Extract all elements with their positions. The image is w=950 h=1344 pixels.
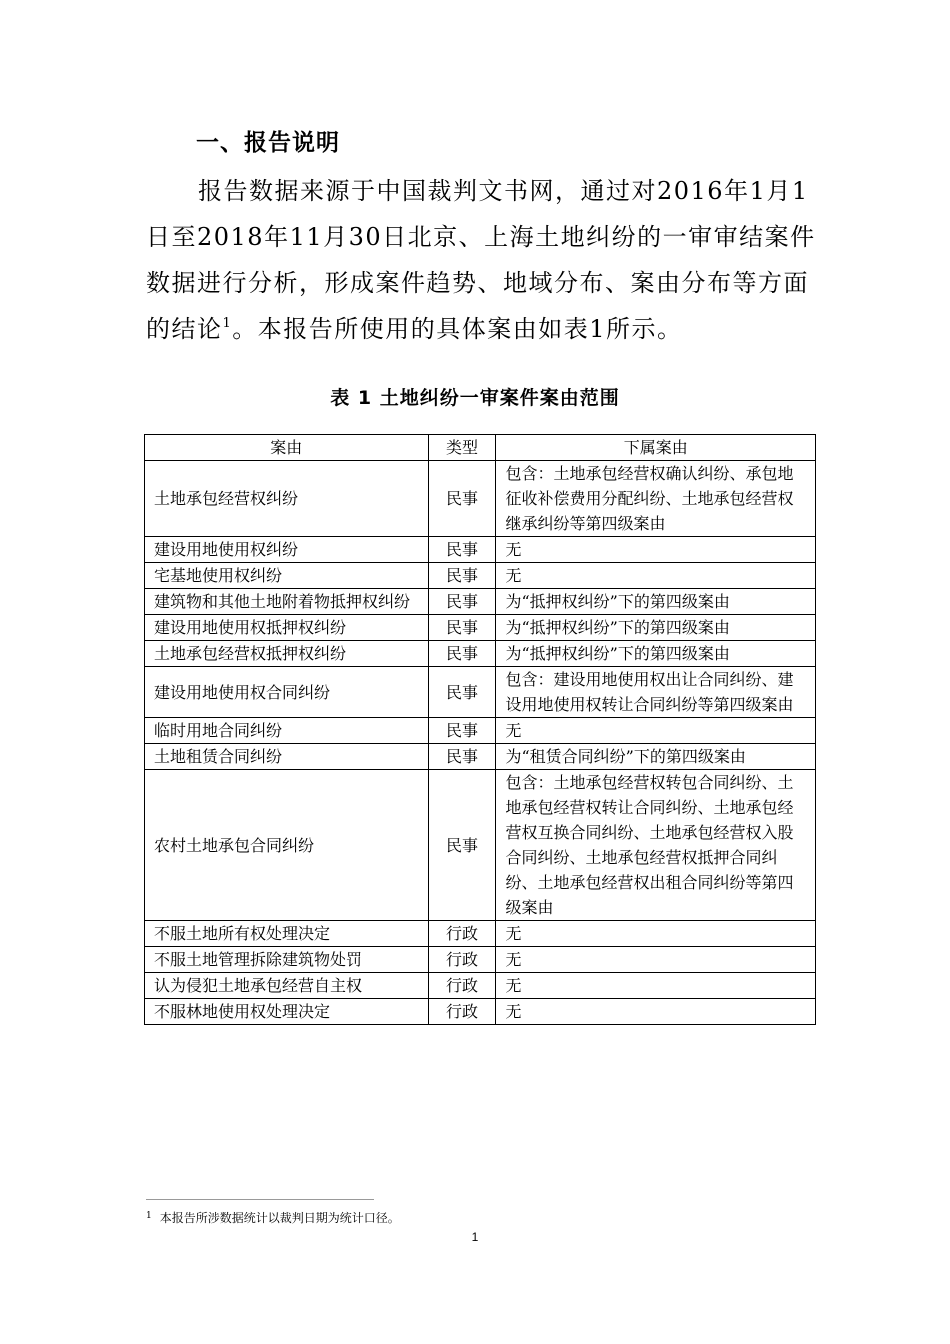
sub-cause-cell: 为“抵押权纠纷”下的第四级案由 — [496, 615, 816, 641]
type-cell: 民事 — [428, 615, 496, 641]
table-row — [145, 770, 816, 921]
cause-cell: 建设用地使用权纠纷 — [145, 537, 429, 563]
type-cell: 民事 — [428, 744, 496, 770]
type-cell: 民事 — [428, 537, 496, 563]
table-title: 表 1 土地纠纷一审案件案由范围 — [330, 387, 620, 409]
type-cell: 民事 — [428, 641, 496, 667]
sub-cause-cell: 无 — [496, 947, 816, 973]
type-cell: 行政 — [428, 999, 496, 1025]
report-paragraph — [146, 168, 816, 352]
type-cell: 民事 — [428, 563, 496, 589]
sub-cause-cell: 包含：土地承包经营权转包合同纠纷、土地承包经营权转让合同纠纷、土地承包经营权互换合同纠纷、土地承包经营权入股合同纠纷、土地承包经营权抵押合同纠纷、土地承包经营权出租合同纠纷等第四级案由 — [496, 770, 816, 921]
footnote-text: 本报告所涉数据统计以裁判日期为统计口径。 — [159, 1211, 400, 1225]
table-row — [145, 973, 816, 999]
header-type: 类型 — [428, 435, 496, 461]
header-sub-cause: 下属案由 — [496, 435, 816, 461]
table-row — [145, 589, 816, 615]
paragraph-text: 报告数据来源于中国裁判文书网，通过对2016年1月1日至2018年11月30日北京、上海土地纠纷的一审审结案件数据进行分析，形成案件趋势、地域分布、案由分布等方面的结论 — [146, 177, 816, 343]
table-row — [145, 718, 816, 744]
footnote-reference[interactable]: 1 — [222, 316, 233, 331]
table-header-row — [145, 435, 816, 461]
table-row — [145, 563, 816, 589]
type-cell: 民事 — [428, 718, 496, 744]
table-row — [145, 744, 816, 770]
table-row — [145, 667, 816, 718]
footnote-divider — [146, 1199, 374, 1200]
table-row — [145, 615, 816, 641]
cause-cell: 不服林地使用权处理决定 — [145, 999, 429, 1025]
type-cell: 行政 — [428, 973, 496, 999]
paragraph-text-tail: 。本报告所使用的具体案由如表1所示。 — [232, 315, 683, 343]
type-cell: 民事 — [428, 589, 496, 615]
footnote — [146, 1209, 400, 1226]
cause-cell: 认为侵犯土地承包经营自主权 — [145, 973, 429, 999]
table-row — [145, 921, 816, 947]
table-row — [145, 947, 816, 973]
cause-cell: 不服土地所有权处理决定 — [145, 921, 429, 947]
sub-cause-cell: 为“抵押权纠纷”下的第四级案由 — [496, 589, 816, 615]
cause-cell: 建筑物和其他土地附着物抵押权纠纷 — [145, 589, 429, 615]
case-cause-table — [144, 434, 816, 1025]
cause-cell: 临时用地合同纠纷 — [145, 718, 429, 744]
footnote-marker: 1 — [146, 1211, 152, 1221]
cause-cell: 土地承包经营权抵押权纠纷 — [145, 641, 429, 667]
header-cause: 案由 — [145, 435, 429, 461]
sub-cause-cell: 为“租赁合同纠纷”下的第四级案由 — [496, 744, 816, 770]
sub-cause-cell: 无 — [496, 537, 816, 563]
table-row — [145, 537, 816, 563]
sub-cause-cell: 包含：建设用地使用权出让合同纠纷、建设用地使用权转让合同纠纷等第四级案由 — [496, 667, 816, 718]
type-cell: 行政 — [428, 947, 496, 973]
sub-cause-cell: 无 — [496, 563, 816, 589]
section-heading: 一、报告说明 — [196, 130, 340, 156]
sub-cause-cell: 无 — [496, 718, 816, 744]
sub-cause-cell: 无 — [496, 921, 816, 947]
cause-cell: 建设用地使用权抵押权纠纷 — [145, 615, 429, 641]
table-row — [145, 999, 816, 1025]
table-row — [145, 641, 816, 667]
table-row — [145, 461, 816, 537]
type-cell: 民事 — [428, 667, 496, 718]
cause-cell: 土地租赁合同纠纷 — [145, 744, 429, 770]
cause-cell: 土地承包经营权纠纷 — [145, 461, 429, 537]
sub-cause-cell: 无 — [496, 999, 816, 1025]
cause-cell: 不服土地管理拆除建筑物处罚 — [145, 947, 429, 973]
type-cell: 民事 — [428, 770, 496, 921]
page-number: 1 — [471, 1230, 479, 1244]
type-cell: 行政 — [428, 921, 496, 947]
sub-cause-cell: 无 — [496, 973, 816, 999]
cause-cell: 宅基地使用权纠纷 — [145, 563, 429, 589]
cause-cell: 农村土地承包合同纠纷 — [145, 770, 429, 921]
cause-cell: 建设用地使用权合同纠纷 — [145, 667, 429, 718]
sub-cause-cell: 包含：土地承包经营权确认纠纷、承包地征收补偿费用分配纠纷、土地承包经营权继承纠纷等第四级案由 — [496, 461, 816, 537]
type-cell: 民事 — [428, 461, 496, 537]
sub-cause-cell: 为“抵押权纠纷”下的第四级案由 — [496, 641, 816, 667]
